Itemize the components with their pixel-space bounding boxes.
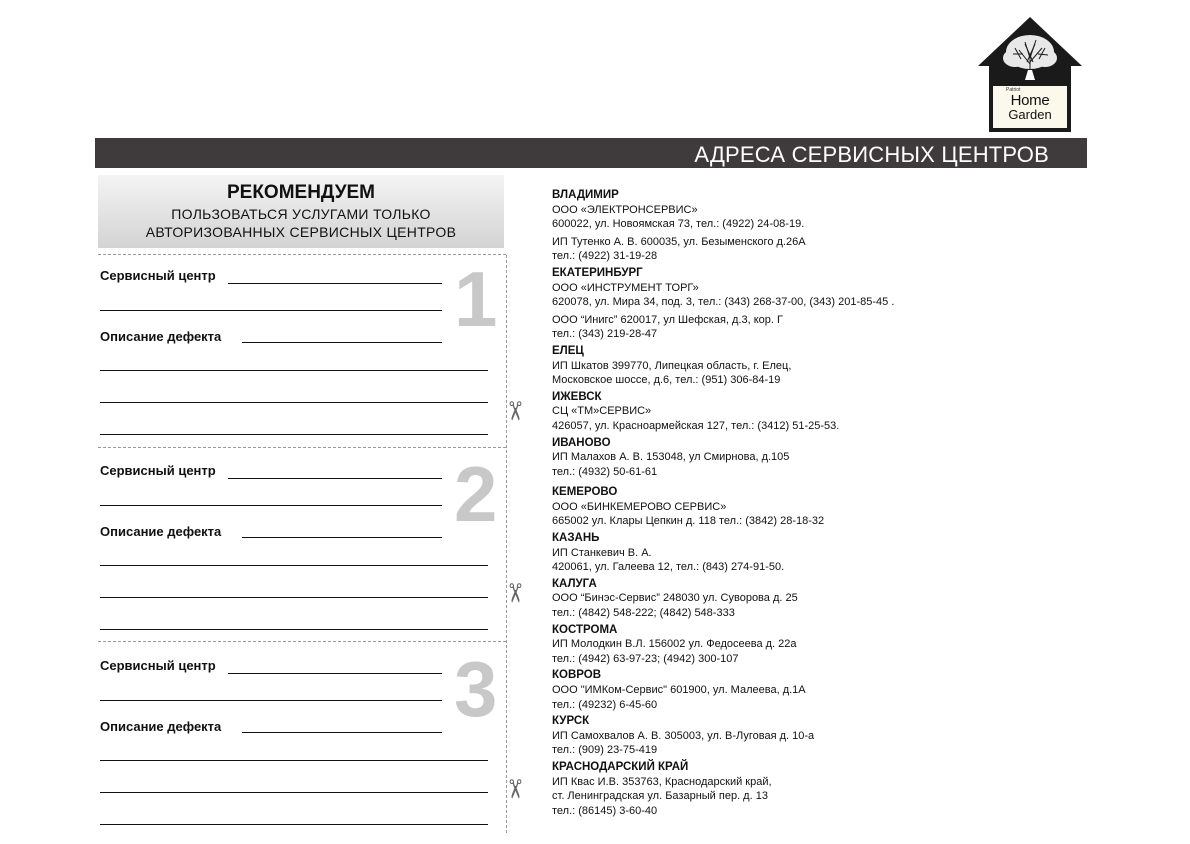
address-line: 420061, ул. Галеева 12, тел.: (843) 274-91-50. (552, 561, 785, 574)
address-entry (552, 668, 992, 712)
city-name: ИЖЕВСК (552, 390, 602, 403)
address-line: ИП Малахов А. В. 153048, ул Смирнова, д.105 (552, 451, 790, 464)
city-name: ВЛАДИМИР (552, 189, 619, 201)
defect-description-field[interactable] (242, 732, 442, 733)
service-center-label: Сервисный центр (100, 658, 216, 673)
defect-description-line[interactable] (100, 402, 488, 403)
address-line: СЦ «ТМ»СЕРВИС» (552, 405, 652, 418)
address-line: тел.: (909) 23-75-419 (552, 744, 658, 757)
defect-description-line[interactable] (100, 629, 488, 630)
defect-description-line[interactable] (100, 824, 488, 825)
logo-garden-text: Garden (1008, 107, 1052, 122)
address-entry (552, 436, 992, 480)
defect-description-line[interactable] (100, 597, 488, 598)
address-line: ООО "ИМКом-Сервис" 601900, ул. Малеева, д.1А (552, 684, 806, 696)
brand-logo (975, 14, 1085, 136)
address-line: 426057, ул. Красноармейская 127, тел.: (3412) 51-25-53. (552, 419, 840, 432)
address-entry (552, 390, 992, 434)
address-line: тел.: (4932) 50-61-61 (552, 465, 658, 478)
coupon-number: 1 (454, 255, 498, 343)
warranty-coupon-2 (98, 450, 508, 649)
service-center-field[interactable] (228, 283, 442, 284)
service-center-label: Сервисный центр (100, 463, 216, 478)
address-entry (552, 760, 992, 818)
warranty-coupon-3 (98, 645, 508, 844)
address-entry (552, 266, 992, 342)
defect-description-label: Описание дефекта (100, 524, 222, 539)
city-name: КОСТРОМА (552, 623, 618, 636)
city-name: КРАСНОДАРСКИЙ КРАЙ (552, 760, 689, 773)
defect-description-field[interactable] (242, 342, 442, 343)
logo-home-text: Home (1010, 92, 1050, 109)
address-line: ООО «ИНСТРУМЕНТ ТОРГ» (552, 281, 699, 294)
city-name: КОВРОВ (552, 669, 602, 682)
recommend-line-1: ПОЛЬЗОВАТЬСЯ УСЛУГАМИ ТОЛЬКО (171, 206, 431, 222)
address-line: ООО «БИНКЕМЕРОВО СЕРВИС» (552, 500, 727, 513)
address-line: 665002 ул. Клары Цепкин д. 118 тел.: (3842) 28-18-32 (552, 515, 825, 528)
address-entry (552, 344, 992, 388)
address-line: ИП Станкевич В. А. (552, 546, 652, 559)
address-line: тел.: (86145) 3-60-40 (552, 804, 658, 817)
address-line: ООО “Бинэс-Сервис” 248030 ул. Суворова д. 25 (552, 592, 798, 605)
address-entry (552, 188, 992, 264)
address-entry (552, 714, 992, 758)
service-center-field-2[interactable] (100, 310, 442, 311)
address-line: ИП Самохвалов А. В. 305003, ул. В-Луговая д. 10-а (552, 729, 815, 742)
scissors-icon: ✂ (499, 400, 530, 422)
address-line: 600022, ул. Новоямская 73, тел.: (4922) 24-08-19. (552, 218, 805, 231)
address-entry (552, 577, 992, 621)
service-center-field[interactable] (228, 478, 442, 479)
defect-description-line[interactable] (100, 565, 488, 566)
service-center-label: Сервисный центр (100, 268, 216, 283)
service-center-list (552, 188, 992, 820)
address-line: ООО “Инигс” 620017, ул Шефская, д.3, кор. Г (552, 313, 783, 326)
address-line: ИП Квас И.В. 353763, Краснодарский край, (552, 775, 772, 788)
city-name: ИВАНОВО (552, 436, 611, 449)
service-center-field[interactable] (228, 673, 442, 674)
address-entry (552, 485, 992, 529)
city-name: КЕМЕРОВО (552, 486, 618, 499)
address-line: ИП Шкатов 399770, Липецкая область, г. Елец, (552, 359, 792, 372)
defect-description-line[interactable] (100, 760, 488, 761)
header-bar (95, 138, 1087, 168)
scissors-icon: ✂ (499, 778, 530, 800)
coupon-number: 3 (454, 645, 498, 733)
address-line: 620078, ул. Мира 34, под. 3, тел.: (343) 268-37-00, (343) 201-85-45 . (552, 296, 895, 309)
address-line: ИП Молодкин В.Л. 156002 ул. Федосеева д. 22а (552, 638, 797, 651)
address-line: тел.: (49232) 6-45-60 (552, 698, 658, 711)
logo-small-text: Patriot (1006, 87, 1021, 93)
defect-description-line[interactable] (100, 370, 488, 371)
city-name: КАЗАНЬ (552, 532, 600, 545)
page-title: АДРЕСА СЕРВИСНЫХ ЦЕНТРОВ (694, 142, 1049, 167)
defect-description-label: Описание дефекта (100, 719, 222, 734)
city-name: КАЛУГА (552, 577, 597, 590)
defect-description-line[interactable] (100, 434, 488, 435)
address-line: ИП Тутенко А. В. 600035, ул. Безыменского д.26А (552, 235, 806, 248)
cut-line (98, 254, 506, 255)
defect-description-field[interactable] (242, 537, 442, 538)
defect-description-label: Описание дефекта (100, 329, 222, 344)
address-entry (552, 531, 992, 575)
defect-description-line[interactable] (100, 792, 488, 793)
warranty-coupon-1 (98, 255, 508, 454)
address-line: ООО «ЭЛЕКТРОНСЕРВИС» (552, 203, 698, 216)
service-center-field-2[interactable] (100, 505, 442, 506)
city-name: ЕКАТЕРИНБУРГ (552, 266, 643, 279)
address-entry (552, 623, 992, 667)
recommend-line-2: АВТОРИЗОВАННЫХ СЕРВИСНЫХ ЦЕНТРОВ (145, 224, 457, 240)
recommend-title: РЕКОМЕНДУЕМ (226, 182, 376, 203)
scissors-icon: ✂ (499, 582, 530, 604)
address-line: ст. Ленинградская ул. Базарный пер. д. 13 (552, 790, 768, 803)
recommend-box (98, 175, 504, 248)
service-center-field-2[interactable] (100, 700, 442, 701)
city-name: ЕЛЕЦ (552, 344, 584, 357)
address-line: тел.: (4842) 548-222; (4842) 548-333 (552, 607, 735, 620)
address-line: тел.: (4942) 63-97-23; (4942) 300-107 (552, 652, 739, 665)
address-line: тел.: (4922) 31-19-28 (552, 250, 658, 263)
city-name: КУРСК (552, 715, 590, 728)
address-line: Московское шоссе, д.6, тел.: (951) 306-84-19 (552, 374, 781, 387)
address-line: тел.: (343) 219-28-47 (552, 328, 658, 341)
coupon-number: 2 (454, 450, 498, 538)
